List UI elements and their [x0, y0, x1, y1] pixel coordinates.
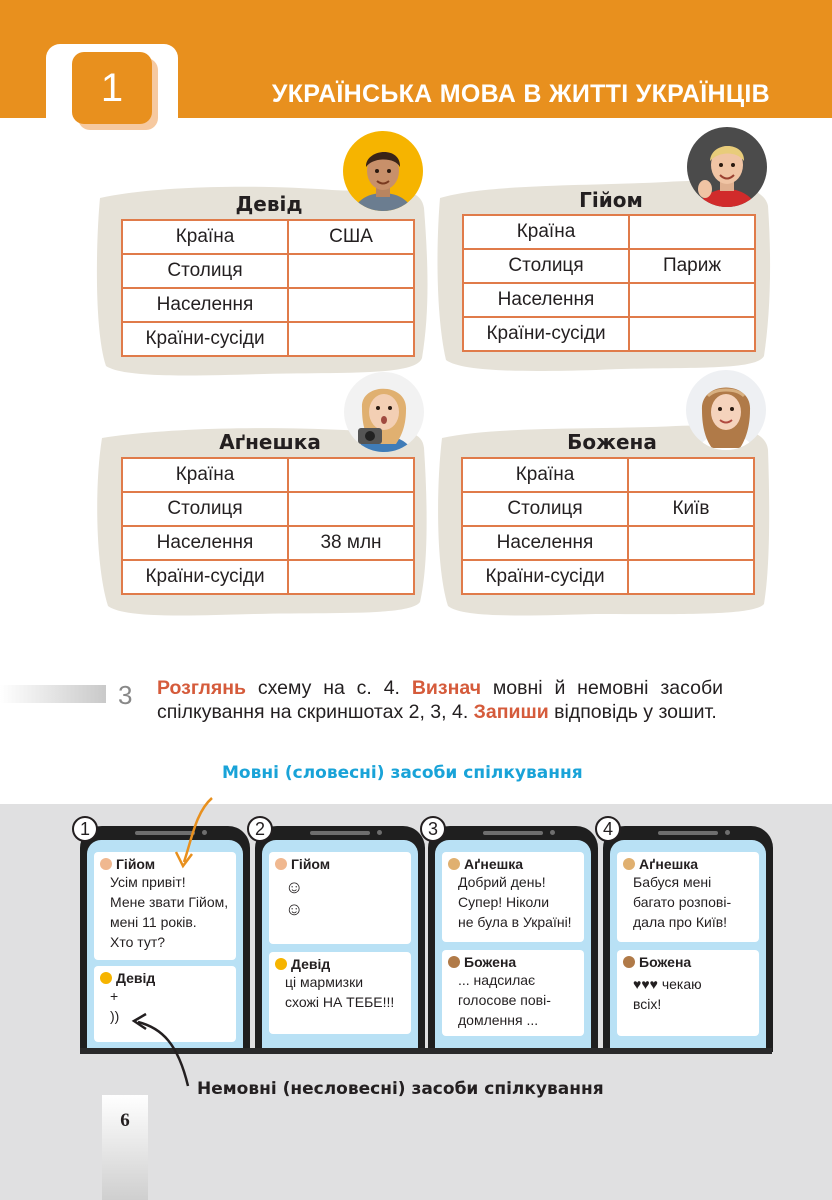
page-number: 6	[120, 1110, 130, 1131]
task-verb: Визнач	[411, 677, 482, 699]
row-value[interactable]: Париж	[629, 249, 755, 283]
row-value[interactable]: Київ	[628, 492, 754, 526]
message-text: ♥♥♥ чекаю всіх!	[633, 976, 702, 1012]
row-label: Країни-сусіди	[122, 560, 288, 594]
nonverbal-means-caption: Немовні (несловесні) засоби спілкування	[197, 1079, 604, 1099]
row-value[interactable]: 38 млн	[288, 526, 414, 560]
message-text: Бабуся мені багато розпові- дала про Київ!	[633, 874, 732, 930]
row-label: Населення	[462, 526, 628, 560]
chapter-title: УКРАЇНСЬКА МОВА В ЖИТТІ УКРАЇНЦІВ	[271, 80, 770, 108]
message-text: ☺ ☺	[285, 877, 304, 919]
task-text-part: схему на с. 4.	[246, 677, 412, 699]
row-label: Столиця	[122, 492, 288, 526]
row-label: Країна	[122, 220, 288, 254]
message-text: ці мармизки схожі НА ТЕБЕ!!!	[285, 974, 395, 1010]
message-text: ... надсилає голосове пові- домлення ...	[458, 972, 551, 1028]
row-label: Населення	[463, 283, 629, 317]
row-value[interactable]: США	[288, 220, 414, 254]
row-label: Країни-сусіди	[463, 317, 629, 351]
task-verb: Розглянь	[157, 677, 247, 699]
task-text-part: відповідь у зошит.	[548, 701, 717, 723]
row-label: Країна	[462, 458, 628, 492]
card-name: Девід	[235, 192, 303, 216]
phone-number-badge: 4	[595, 816, 621, 842]
task-number: 3	[118, 680, 133, 710]
task-verb: Запиши	[473, 701, 549, 723]
author-name: Девід	[116, 970, 156, 986]
phone-number-badge: 2	[247, 816, 273, 842]
card-name: Аґнешка	[219, 430, 321, 454]
author-name: Девід	[291, 956, 331, 972]
message-text: Добрий день! Супер! Ніколи не була в Україні!	[458, 874, 572, 930]
row-label: Столиця	[463, 249, 629, 283]
author-name: Божена	[639, 954, 692, 970]
author-name: Аґнешка	[464, 856, 524, 872]
author-name: Гійом	[116, 856, 156, 872]
verbal-arrow-icon	[184, 798, 212, 862]
chapter-number: 1	[72, 52, 152, 124]
task-text-part: мовні й немовні засоби спілкування на скриншотах 2, 3, 4.	[157, 677, 724, 723]
phone-number-badge: 3	[420, 816, 446, 842]
card-name: Гійом	[579, 188, 643, 212]
author-name: Аґнешка	[639, 856, 699, 872]
message-text: + ))	[110, 988, 120, 1024]
phone-number-badge: 1	[72, 816, 98, 842]
row-label: Країни-сусіди	[122, 322, 288, 356]
card-name: Божена	[567, 430, 657, 454]
row-label: Столиця	[122, 254, 288, 288]
author-name: Гійом	[291, 856, 331, 872]
row-label: Населення	[122, 526, 288, 560]
row-label: Столиця	[462, 492, 628, 526]
author-name: Божена	[464, 954, 517, 970]
row-label: Країна	[463, 215, 629, 249]
row-label: Країни-сусіди	[462, 560, 628, 594]
message-text: Усім привіт! Мене звати Гійом, мені 11 років. Хто тут?	[110, 874, 229, 950]
verbal-means-caption: Мовні (словесні) засоби спілкування	[222, 763, 583, 783]
row-label: Країна	[122, 458, 288, 492]
nonverbal-arrow-icon	[138, 1022, 188, 1086]
row-label: Населення	[122, 288, 288, 322]
